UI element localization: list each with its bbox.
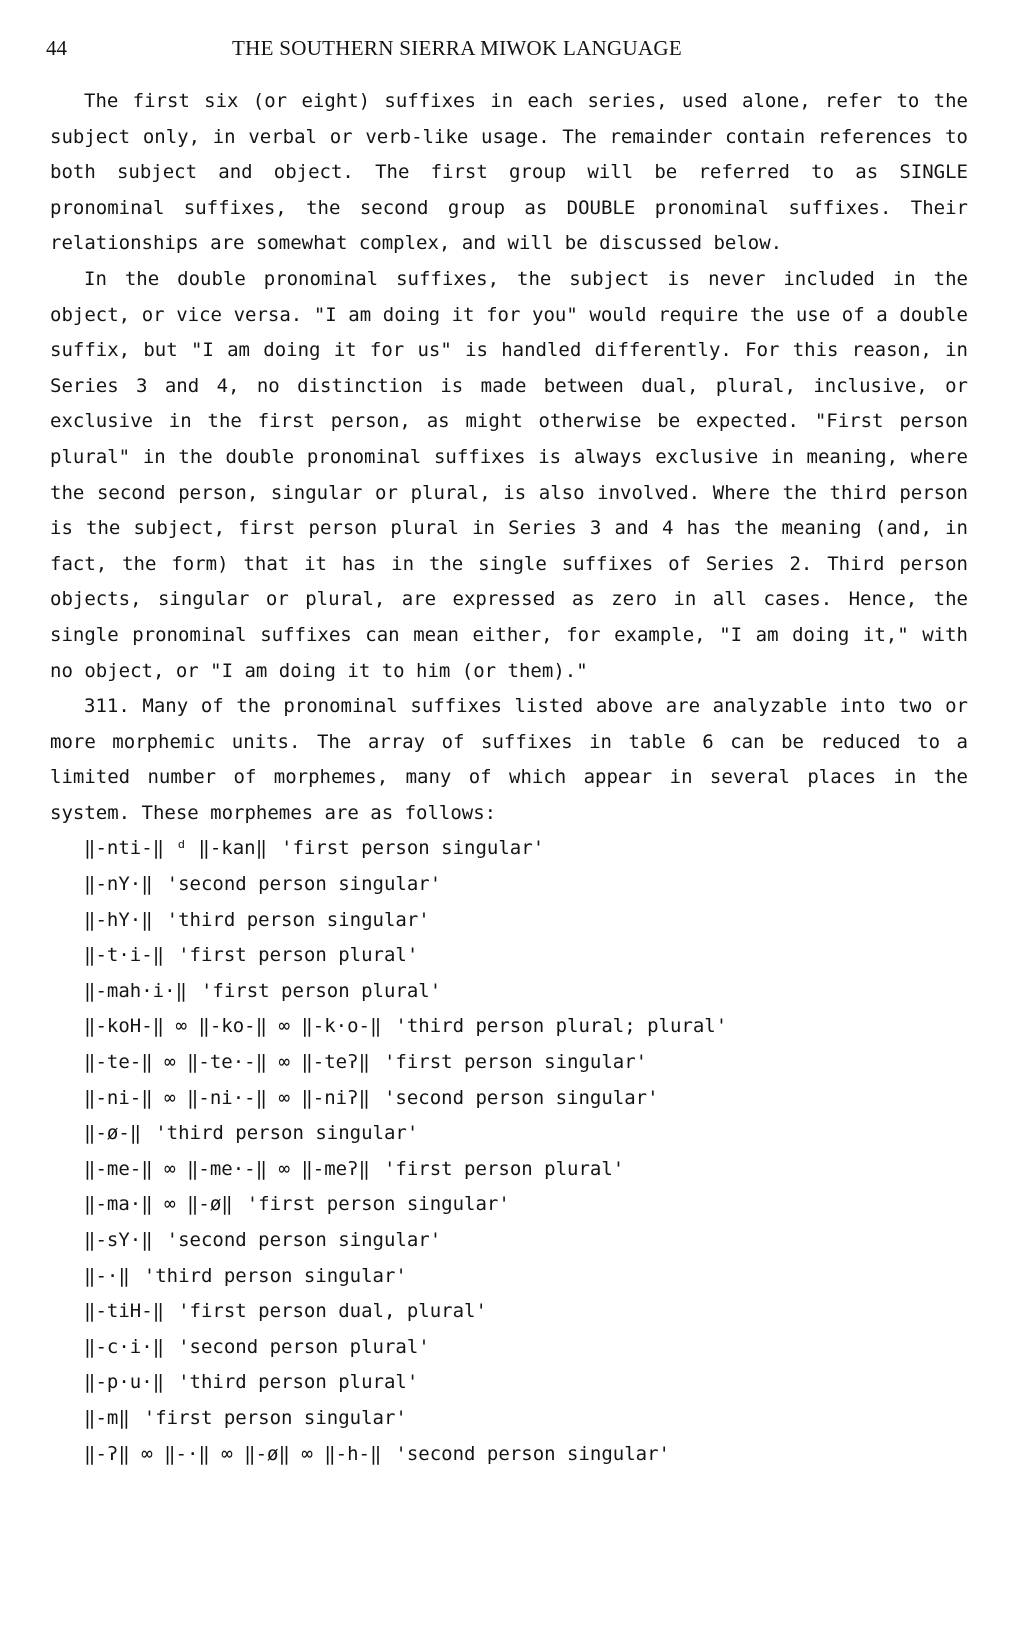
morpheme-form: ‖-c·i·‖	[84, 1335, 165, 1358]
morpheme-gloss: 'first person plural'	[200, 979, 442, 1002]
morpheme-gloss: 'second person singular'	[395, 1442, 670, 1465]
morpheme-form: ‖-·‖	[84, 1264, 130, 1287]
morpheme-form: ‖-p·u·‖	[84, 1371, 165, 1394]
morpheme-gloss: 'first person dual, plural'	[178, 1300, 487, 1323]
morpheme-entry	[84, 1009, 968, 1045]
morpheme-gloss: 'third person plural'	[178, 1371, 419, 1394]
morpheme-entry	[84, 1401, 968, 1437]
morpheme-entry	[84, 867, 968, 903]
morpheme-form: ‖-hY·‖	[84, 908, 153, 931]
paragraph: 311. Many of the pronominal suffixes listed above are analyzable into two or more morphemic units. The array of suffixes in table 6 can be reduced to a limited number of morphemes, many of which appear in several places in the system. These morphemes are as follows:	[50, 695, 968, 824]
morpheme-form: ‖-ma·‖ ∞ ‖-ø‖	[84, 1193, 233, 1216]
morpheme-entry	[84, 974, 968, 1010]
morpheme-form: ‖-nY·‖	[84, 873, 153, 896]
morpheme-gloss: 'first person singular'	[143, 1406, 407, 1429]
morpheme-entry	[84, 1437, 968, 1473]
morpheme-form: ‖-mah·i·‖	[84, 979, 187, 1002]
morpheme-form: ‖-tiH-‖	[84, 1300, 165, 1323]
page-number: 44	[46, 36, 67, 60]
morpheme-gloss: 'third person singular'	[143, 1264, 407, 1287]
running-head: THE SOUTHERN SIERRA MIWOK LANGUAGE	[232, 36, 683, 60]
morpheme-form: ‖-ʔ‖ ∞ ‖-·‖ ∞ ‖-ø‖ ∞ ‖-h-‖	[84, 1442, 382, 1465]
morpheme-gloss: 'first person singular'	[383, 1051, 648, 1074]
morpheme-form: ‖-koH-‖ ∞ ‖-ko-‖ ∞ ‖-k·o-‖	[84, 1015, 382, 1038]
morpheme-entry	[84, 1152, 968, 1188]
paragraph: In the double pronominal suffixes, the subject is never included in the object, or vice versa. "I am doing it for you" would require the use of a double suffix, but "I am doing it for us" is handled differently. For this reason, in Series 3 and 4, no distinction is made between dual, plural, inclusive, or exclusive in the first person, as might otherwise be expected. "First person plural" in the double pronominal suffixes is always exclusive in meaning, where the second person, singular or plural, is also involved. Where the third person is the subject, first person plural in Series 3 and 4 has the meaning (and, in fact, the form) that it has in the single suffixes of Series 2. Third person objects, singular or plural, are expressed as zero in all cases. Hence, the single pronominal suffixes can mean either, for example, "I am doing it," with no object, or "I am doing it to him (or them)."	[50, 267, 968, 682]
morpheme-entry	[84, 1330, 968, 1366]
morpheme-list	[50, 831, 968, 1472]
morpheme-entry	[84, 1187, 968, 1223]
morpheme-gloss: 'second person plural'	[178, 1335, 430, 1358]
morpheme-gloss: 'first person singular'	[246, 1193, 510, 1216]
morpheme-entry	[84, 1223, 968, 1259]
morpheme-gloss: 'third person plural; plural'	[395, 1015, 728, 1038]
morpheme-entry	[84, 1045, 968, 1081]
morpheme-entry	[84, 938, 968, 974]
morpheme-form: ‖-ni-‖ ∞ ‖-ni·-‖ ∞ ‖-niʔ‖	[84, 1086, 370, 1109]
page-body	[50, 84, 968, 1472]
morpheme-form: ‖-nti-‖ ᵈ ‖-kan‖	[84, 837, 268, 860]
morpheme-entry	[84, 1081, 968, 1117]
morpheme-gloss: 'third person singular'	[166, 908, 430, 931]
morpheme-gloss: 'second person singular'	[383, 1086, 659, 1109]
morpheme-entry	[84, 1259, 968, 1295]
morpheme-gloss: 'second person singular'	[166, 1229, 442, 1251]
morpheme-entry	[84, 1294, 968, 1330]
morpheme-gloss: 'first person singular'	[281, 837, 545, 860]
page-header	[46, 30, 976, 70]
morpheme-entry	[84, 1365, 968, 1401]
morpheme-form: ‖-me-‖ ∞ ‖-me·-‖ ∞ ‖-meʔ‖	[84, 1157, 370, 1180]
morpheme-form: ‖-ø-‖	[84, 1122, 142, 1145]
morpheme-form: ‖-sY·‖	[84, 1229, 153, 1251]
morpheme-gloss: 'first person plural'	[383, 1157, 625, 1180]
morpheme-entry	[84, 1116, 968, 1152]
morpheme-form: ‖-te-‖ ∞ ‖-te·-‖ ∞ ‖-teʔ‖	[84, 1051, 370, 1074]
morpheme-gloss: 'second person singular'	[166, 873, 442, 896]
morpheme-form: ‖-m‖	[84, 1406, 130, 1429]
morpheme-gloss: 'first person plural'	[178, 944, 419, 967]
morpheme-gloss: 'third person singular'	[155, 1122, 419, 1145]
morpheme-entry	[84, 831, 968, 867]
morpheme-entry	[84, 903, 968, 939]
morpheme-form: ‖-t·i-‖	[84, 944, 165, 967]
paragraph: The first six (or eight) suffixes in each series, used alone, refer to the subject only, in verbal or verb-like usage. The remainder contain references to both subject and object. The first group will be referred to as SINGLE pronominal suffixes, the second group as DOUBLE pronominal suffixes. Their relationships are somewhat complex, and will be discussed below.	[50, 90, 968, 255]
